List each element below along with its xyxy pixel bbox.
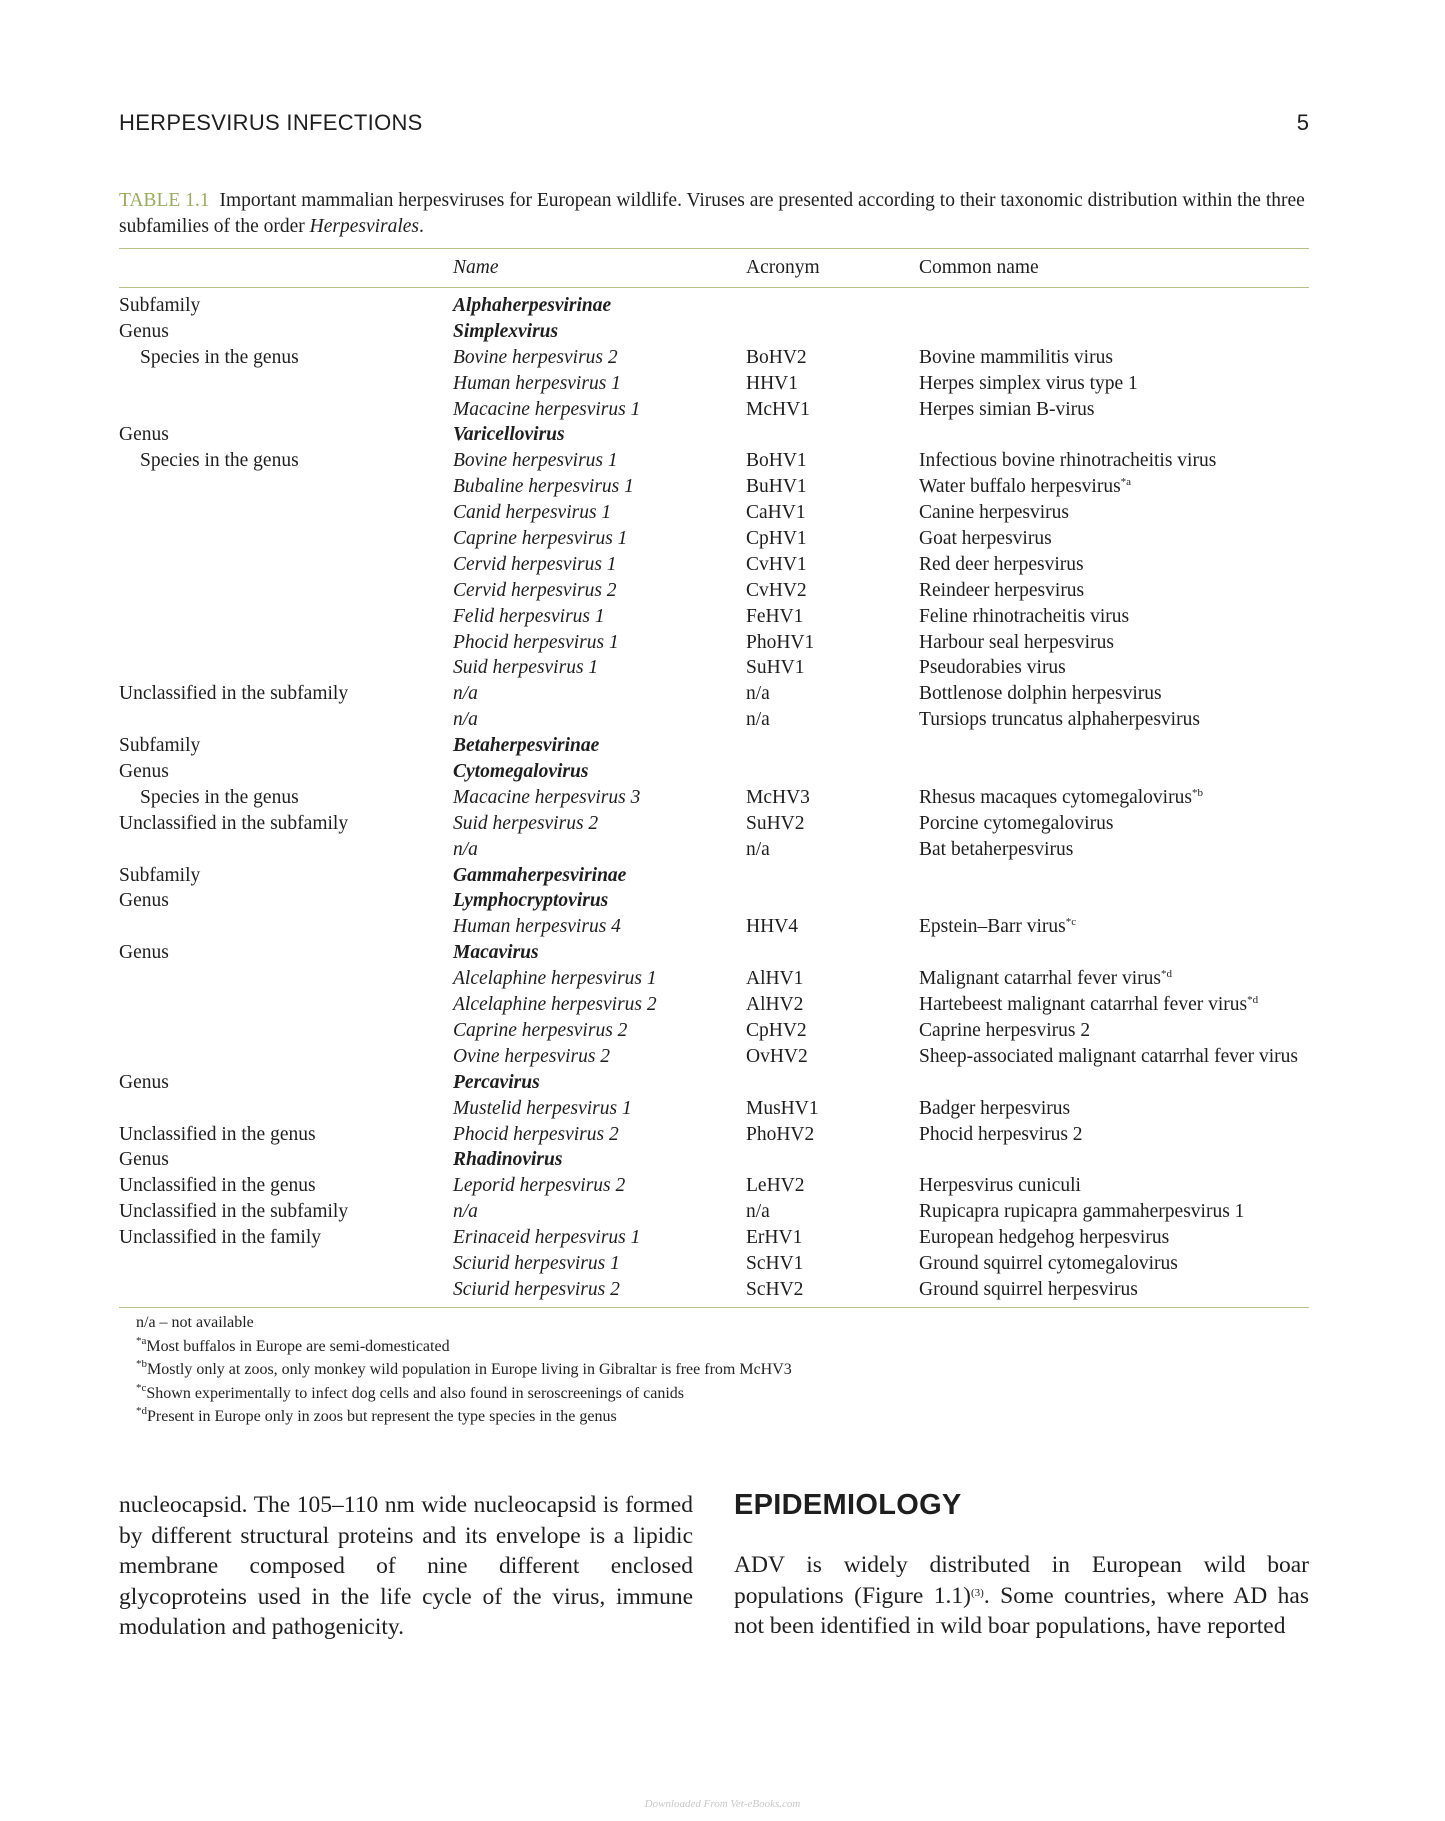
footnote-mark: *a <box>1120 476 1132 489</box>
cell-common-name <box>919 345 1113 371</box>
table-row <box>119 474 1309 500</box>
cell-acronym: SuHV1 <box>746 657 805 679</box>
common-name-text: Bottlenose dolphin herpesvirus <box>919 683 1162 705</box>
cell-name: Erinaceid herpesvirus 1 <box>453 1227 641 1249</box>
caption-text: Important mammalian herpesviruses for European wildlife. Viruses are presented according to their taxonomic distribution within the three subfamilies of the order <box>119 190 1305 237</box>
cell-name: Lymphocryptovirus <box>453 890 609 912</box>
cell-acronym: ErHV1 <box>746 1227 803 1249</box>
section-heading: EPIDEMIOLOGY <box>734 1489 962 1521</box>
table-label: TABLE 1.1 <box>119 190 210 211</box>
common-name-text: Bovine mammilitis virus <box>919 346 1113 368</box>
cell-name: Gammaherpesvirinae <box>453 864 627 886</box>
table-row <box>119 1044 1309 1070</box>
table-row <box>119 371 1309 397</box>
cell-taxonomic-level: Subfamily <box>119 295 201 316</box>
table-row <box>119 1122 1309 1148</box>
cell-common-name <box>919 397 1094 423</box>
cell-acronym: ScHV1 <box>746 1252 804 1274</box>
cell-acronym: AlHV2 <box>746 994 804 1016</box>
cell-name: Phocid herpesvirus 2 <box>453 1123 619 1145</box>
cell-acronym: MusHV1 <box>746 1097 819 1119</box>
cell-acronym: McHV3 <box>746 786 810 808</box>
common-name-text: Malignant catarrhal fever virus <box>919 968 1162 990</box>
cell-name: Percavirus <box>453 1071 540 1093</box>
table-row <box>119 940 1309 966</box>
common-name-text: European hedgehog herpesvirus <box>919 1227 1170 1249</box>
cell-common-name <box>919 526 1052 552</box>
cell-common-name <box>919 1251 1178 1277</box>
footnote-text: Most buffalos in Europe are semi-domesticated <box>146 1337 450 1355</box>
footnote-mark: *d <box>136 1405 147 1417</box>
cell-name: Leporid herpesvirus 2 <box>453 1175 626 1197</box>
cell-name: Macacine herpesvirus 3 <box>453 786 641 808</box>
table-header-row <box>119 249 1309 287</box>
cell-acronym: n/a <box>746 1201 770 1223</box>
table-row <box>119 1173 1309 1199</box>
table-row <box>119 526 1309 552</box>
cell-acronym: CaHV1 <box>746 502 806 524</box>
cell-common-name <box>919 371 1138 397</box>
common-name-text: Herpes simplex virus type 1 <box>919 372 1138 394</box>
footnote <box>136 1382 792 1406</box>
cell-name: Alphaherpesvirinae <box>453 295 612 316</box>
table-row <box>119 992 1309 1018</box>
cell-taxonomic-level: Genus <box>119 761 169 783</box>
footnote <box>136 1311 792 1335</box>
cell-acronym: ScHV2 <box>746 1278 804 1300</box>
table-row <box>119 293 1309 319</box>
table-row <box>119 655 1309 681</box>
cell-common-name <box>919 655 1066 681</box>
cell-name: Canid herpesvirus 1 <box>453 502 612 524</box>
cell-common-name <box>919 914 1076 940</box>
watermark: Downloaded From Vet-eBooks.com <box>644 1798 801 1810</box>
cell-name: Suid herpesvirus 2 <box>453 812 599 834</box>
cell-common-name <box>919 500 1069 526</box>
cell-name: n/a <box>453 1201 478 1223</box>
herpesvirus-table <box>119 248 1309 1308</box>
running-head: HERPESVIRUS INFECTIONS <box>119 110 423 135</box>
cell-name: n/a <box>453 838 478 860</box>
cell-taxonomic-level: Genus <box>119 942 169 964</box>
cell-taxonomic-level: Genus <box>119 320 169 342</box>
table-row <box>119 1277 1309 1303</box>
cell-taxonomic-level: Genus <box>119 1071 169 1093</box>
table-row <box>119 500 1309 526</box>
header-cell-common-name: Common name <box>919 257 1039 278</box>
footnote-mark: *a <box>136 1334 147 1347</box>
cell-acronym: n/a <box>746 709 770 731</box>
cell-name: Macacine herpesvirus 1 <box>453 398 641 420</box>
body-paragraph-left: nucleocapsid. The 105–110 nm wide nucleocapsid is formed by different structural proteins and its envelope is a lipidic membrane composed of nine different enclosed glycoproteins used in the life cycle of the virus, immune modulation and pathogenicity. <box>119 1492 693 1640</box>
footnote-text: Present in Europe only in zoos but represent the type species in the genus <box>147 1408 617 1425</box>
page-number: 5 <box>1296 110 1309 135</box>
footnote-mark: *c <box>136 1381 147 1394</box>
body-paragraph-right <box>734 1550 1309 1642</box>
cell-taxonomic-level: Subfamily <box>119 864 201 886</box>
cell-taxonomic-level: Unclassified in the subfamily <box>119 812 349 834</box>
table-bottom-rule <box>119 1307 1309 1308</box>
cell-acronym: HHV4 <box>746 916 798 938</box>
cell-taxonomic-level: Genus <box>119 424 169 446</box>
cell-name: n/a <box>453 709 478 731</box>
cell-common-name <box>919 707 1200 733</box>
table-row <box>119 1018 1309 1044</box>
common-name-text: Goat herpesvirus <box>919 528 1052 550</box>
table-row <box>119 733 1309 759</box>
footnote-mark: *d <box>1247 994 1259 1007</box>
table-row <box>119 552 1309 578</box>
common-name-text: Pseudorabies virus <box>919 657 1066 679</box>
footnote <box>136 1358 792 1382</box>
common-name-text: Ground squirrel cytomegalovirus <box>919 1252 1178 1274</box>
cell-common-name <box>919 811 1113 837</box>
cell-taxonomic-level: Unclassified in the subfamily <box>119 1201 349 1223</box>
common-name-text: Epstein–Barr virus <box>919 916 1066 938</box>
header-cell-name: Name <box>453 257 499 278</box>
cell-taxonomic-level: Unclassified in the family <box>119 1227 321 1249</box>
table-row <box>119 863 1309 889</box>
cell-common-name <box>919 578 1084 604</box>
table-body <box>119 288 1309 1307</box>
table-row <box>119 1096 1309 1122</box>
table-row <box>119 707 1309 733</box>
cell-acronym: CvHV1 <box>746 553 807 575</box>
cell-acronym: McHV1 <box>746 398 810 420</box>
cell-acronym: LeHV2 <box>746 1175 805 1197</box>
cell-common-name <box>919 1277 1138 1303</box>
table-row <box>119 759 1309 785</box>
common-name-text: Phocid herpesvirus 2 <box>919 1123 1083 1145</box>
cell-name: Bovine herpesvirus 1 <box>453 450 618 472</box>
common-name-text: Tursiops truncatus alphaherpesvirus <box>919 709 1200 731</box>
cell-name: Cervid herpesvirus 1 <box>453 553 617 575</box>
citation-mark: (3) <box>971 1586 984 1599</box>
cell-name: Bubaline herpesvirus 1 <box>453 476 634 498</box>
cell-name: Varicellovirus <box>453 424 565 446</box>
cell-acronym: n/a <box>746 683 770 705</box>
cell-common-name <box>919 1122 1083 1148</box>
common-name-text: Herpesvirus cuniculi <box>919 1175 1081 1197</box>
cell-acronym: CpHV2 <box>746 1019 807 1041</box>
cell-name: Caprine herpesvirus 2 <box>453 1019 628 1041</box>
table-footnotes <box>136 1311 792 1429</box>
cell-common-name <box>919 1173 1081 1199</box>
paragraph-text: ADV is widely distributed in European wild boar populations (Figure 1.1) <box>734 1552 1309 1609</box>
common-name-text: Water buffalo herpesvirus <box>919 476 1121 498</box>
cell-common-name <box>919 837 1073 863</box>
paragraph-text-end: . Some countries, where AD has not been identified in wild boar populations, have reported <box>734 1582 1309 1639</box>
table-row <box>119 345 1309 371</box>
cell-name: Caprine herpesvirus 1 <box>453 528 628 550</box>
cell-acronym: OvHV2 <box>746 1045 808 1067</box>
footnote-text: Shown experimentally to infect dog cells and also found in seroscreenings of canids <box>146 1384 685 1402</box>
cell-taxonomic-level: Genus <box>119 890 169 912</box>
table-row <box>119 604 1309 630</box>
table-row <box>119 319 1309 345</box>
table-row <box>119 448 1309 474</box>
footnote-mark: *b <box>136 1358 147 1370</box>
table-row <box>119 1199 1309 1225</box>
cell-acronym: HHV1 <box>746 372 798 394</box>
table-caption <box>119 188 1309 240</box>
table-row <box>119 681 1309 707</box>
header-cell-acronym: Acronym <box>746 257 820 278</box>
cell-common-name <box>919 604 1129 630</box>
cell-taxonomic-level: Subfamily <box>119 735 201 757</box>
cell-name: Sciurid herpesvirus 1 <box>453 1252 620 1274</box>
cell-name: Mustelid herpesvirus 1 <box>453 1097 632 1119</box>
cell-acronym: FeHV1 <box>746 605 804 627</box>
cell-acronym: BuHV1 <box>746 476 807 498</box>
common-name-text: Red deer herpesvirus <box>919 553 1084 575</box>
cell-taxonomic-level: Species in the genus <box>140 786 299 808</box>
common-name-text: Reindeer herpesvirus <box>919 579 1085 601</box>
table-row <box>119 1147 1309 1173</box>
cell-taxonomic-level: Unclassified in the genus <box>119 1123 316 1145</box>
common-name-text: Harbour seal herpesvirus <box>919 631 1114 653</box>
cell-name: Phocid herpesvirus 1 <box>453 631 619 653</box>
cell-common-name <box>919 966 1172 992</box>
cell-name: Sciurid herpesvirus 2 <box>453 1278 620 1300</box>
cell-name: Felid herpesvirus 1 <box>453 605 605 627</box>
common-name-text: Bat betaherpesvirus <box>919 838 1074 860</box>
table-row <box>119 397 1309 423</box>
cell-taxonomic-level: Species in the genus <box>140 346 299 368</box>
table-row <box>119 811 1309 837</box>
cell-acronym: BoHV2 <box>746 346 807 368</box>
cell-common-name <box>919 1225 1169 1251</box>
footnote-mark: *b <box>1191 786 1203 799</box>
cell-common-name <box>919 1018 1090 1044</box>
footnote-text: Mostly only at zoos, only monkey wild population in Europe living in Gibraltar is free from McHV3 <box>147 1361 792 1378</box>
footnote <box>136 1335 792 1359</box>
table-row <box>119 630 1309 656</box>
cell-taxonomic-level: Genus <box>119 1149 169 1171</box>
footnote-mark: *c <box>1065 916 1077 929</box>
cell-name: Bovine herpesvirus 2 <box>453 346 618 368</box>
cell-common-name <box>919 992 1258 1018</box>
table-row <box>119 578 1309 604</box>
caption-italic: Herpesvirales <box>309 216 420 237</box>
cell-common-name <box>919 1199 1244 1225</box>
cell-name: Cervid herpesvirus 2 <box>453 579 617 601</box>
table-row <box>119 785 1309 811</box>
common-name-text: Rupicapra rupicapra gammaherpesvirus 1 <box>919 1201 1245 1223</box>
cell-acronym: PhoHV1 <box>746 631 815 653</box>
cell-acronym: BoHV1 <box>746 450 807 472</box>
common-name-text: Porcine cytomegalovirus <box>919 812 1114 834</box>
table-row <box>119 1251 1309 1277</box>
cell-name: Alcelaphine herpesvirus 1 <box>453 968 657 990</box>
table-row <box>119 837 1309 863</box>
cell-acronym: CvHV2 <box>746 579 807 601</box>
cell-common-name <box>919 1096 1070 1122</box>
cell-acronym: PhoHV2 <box>746 1123 815 1145</box>
cell-name: Suid herpesvirus 1 <box>453 657 599 679</box>
cell-common-name <box>919 1044 1298 1070</box>
footnote-text: n/a – not available <box>136 1314 254 1331</box>
cell-common-name <box>919 474 1131 500</box>
caption-text-end: . <box>419 216 424 237</box>
cell-name: Alcelaphine herpesvirus 2 <box>453 994 657 1016</box>
footnote <box>136 1405 792 1429</box>
cell-common-name <box>919 448 1216 474</box>
common-name-text: Hartebeest malignant catarrhal fever virus <box>919 994 1248 1016</box>
cell-name: Rhadinovirus <box>453 1149 563 1171</box>
common-name-text: Badger herpesvirus <box>919 1097 1071 1119</box>
cell-acronym: n/a <box>746 838 770 860</box>
cell-name: Human herpesvirus 1 <box>453 372 621 394</box>
cell-taxonomic-level: Unclassified in the genus <box>119 1175 316 1197</box>
table-row <box>119 1070 1309 1096</box>
cell-name: Simplexvirus <box>453 320 559 342</box>
common-name-text: Ground squirrel herpesvirus <box>919 1278 1138 1300</box>
table-row <box>119 1225 1309 1251</box>
cell-taxonomic-level: Unclassified in the subfamily <box>119 683 349 705</box>
common-name-text: Feline rhinotracheitis virus <box>919 605 1130 627</box>
cell-common-name <box>919 681 1162 707</box>
common-name-text: Canine herpesvirus <box>919 502 1070 524</box>
cell-acronym: SuHV2 <box>746 812 805 834</box>
cell-name: Human herpesvirus 4 <box>453 916 621 938</box>
common-name-text: Herpes simian B-virus <box>919 398 1095 420</box>
cell-name: Ovine herpesvirus 2 <box>453 1045 611 1067</box>
table-row <box>119 914 1309 940</box>
cell-name: Betaherpesvirinae <box>453 735 600 757</box>
table-row <box>119 966 1309 992</box>
footnote-mark: *d <box>1161 968 1173 981</box>
common-name-text: Sheep-associated malignant catarrhal fever virus <box>919 1045 1299 1067</box>
cell-common-name <box>919 630 1114 656</box>
cell-name: n/a <box>453 683 478 705</box>
cell-name: Cytomegalovirus <box>453 761 589 783</box>
common-name-text: Caprine herpesvirus 2 <box>919 1019 1091 1041</box>
cell-acronym: AlHV1 <box>746 968 804 990</box>
table-row <box>119 888 1309 914</box>
common-name-text: Rhesus macaques cytomegalovirus <box>919 786 1192 808</box>
cell-acronym: CpHV1 <box>746 528 807 550</box>
common-name-text: Infectious bovine rhinotracheitis virus <box>919 450 1217 472</box>
cell-common-name <box>919 785 1203 811</box>
cell-common-name <box>919 552 1084 578</box>
cell-name: Macavirus <box>453 942 539 964</box>
table-row <box>119 422 1309 448</box>
cell-taxonomic-level: Species in the genus <box>140 450 299 472</box>
